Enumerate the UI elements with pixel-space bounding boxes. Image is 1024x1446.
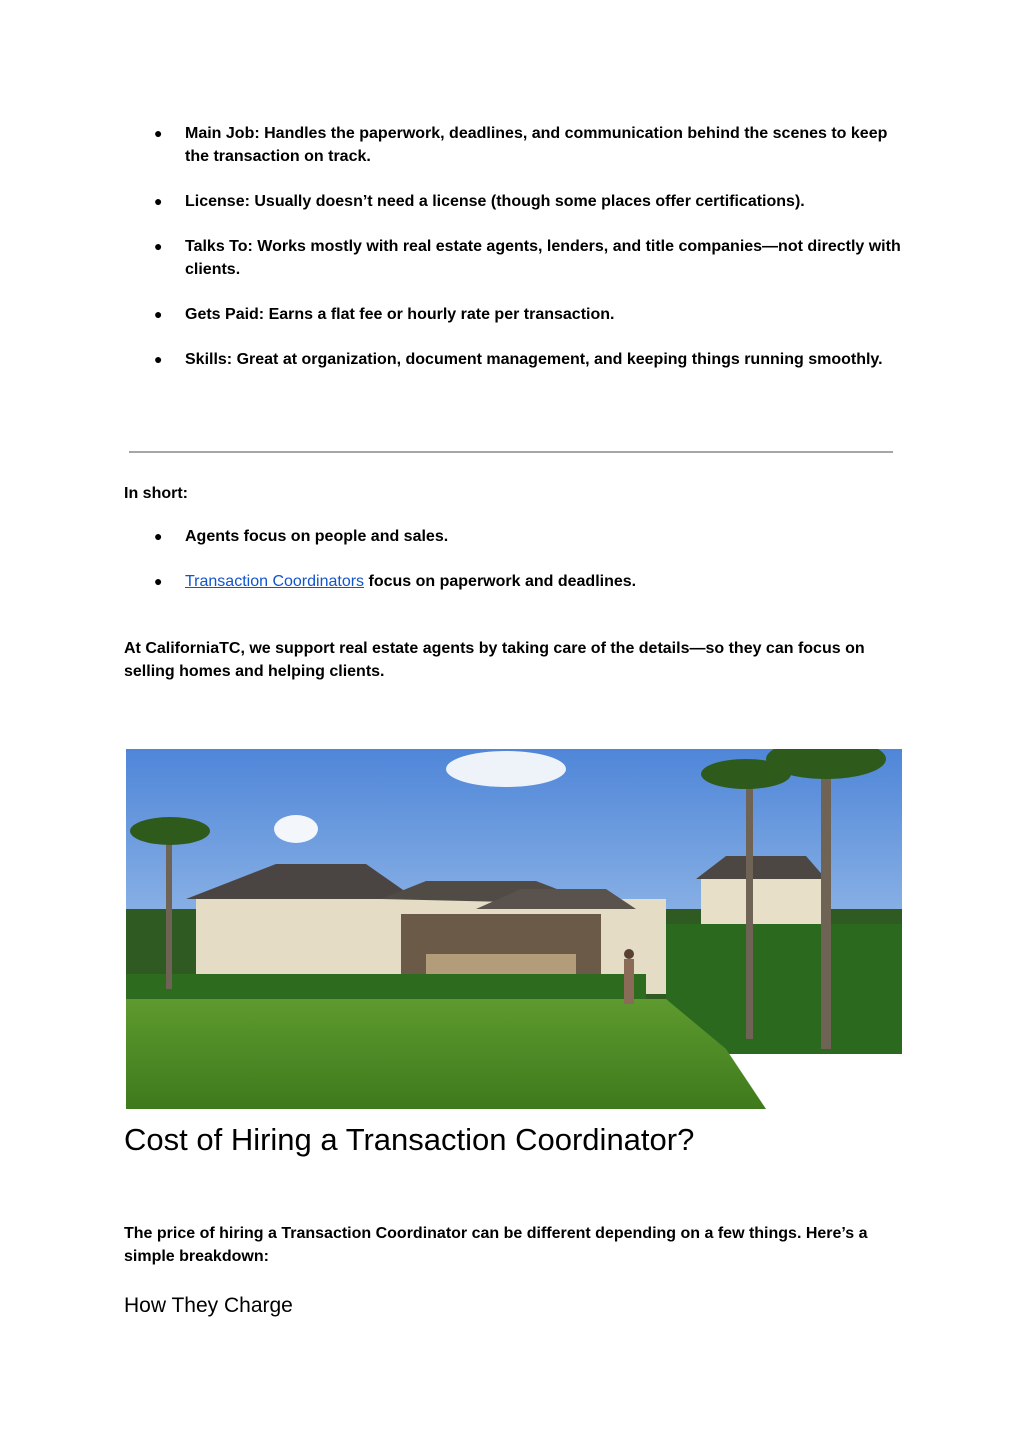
list-item-text: Talks To: Works mostly with real estate agents, lenders, and title companies—not directly with clients. <box>185 238 901 278</box>
list-item <box>124 570 904 593</box>
in-short-list <box>124 525 904 615</box>
list-item-text: Main Job: Handles the paperwork, deadlines, and communication behind the scenes to keep the transaction on track. <box>185 125 888 165</box>
house-photo <box>126 749 902 1109</box>
list-item <box>124 303 904 326</box>
list-item-text: Skills: Great at organization, document management, and keeping things running smoothly. <box>185 351 883 368</box>
house-photo-illustration <box>126 749 902 1109</box>
transaction-coordinators-link[interactable]: Transaction Coordinators <box>185 573 365 590</box>
bullet-icon: ● <box>154 351 163 367</box>
list-item <box>124 235 904 281</box>
list-item-text: focus on paperwork and deadlines. <box>364 573 637 590</box>
list-item-text: Agents focus on people and sales. <box>185 528 449 545</box>
bullet-icon: ● <box>154 238 163 254</box>
closing-paragraph: At CaliforniaTC, we support real estate agents by taking care of the details—so they can focus on selling homes and helping clients. <box>124 640 865 680</box>
list-item <box>124 190 904 213</box>
list-item-text: Gets Paid: Earns a flat fee or hourly rate per transaction. <box>185 306 615 323</box>
list-item-text: License: Usually doesn’t need a license (though some places offer certifications). <box>185 193 805 210</box>
in-short-label: In short: <box>124 485 188 502</box>
list-item <box>124 122 904 168</box>
bullet-icon: ● <box>154 528 163 544</box>
cost-heading: Cost of Hiring a Transaction Coordinator? <box>124 1122 695 1157</box>
bullet-icon: ● <box>154 573 163 589</box>
role-details-list <box>124 122 904 393</box>
bullet-icon: ● <box>154 125 163 141</box>
how-they-charge-heading: How They Charge <box>124 1294 293 1317</box>
cost-intro-paragraph: The price of hiring a Transaction Coordinator can be different depending on a few things. Here’s a simple breakdown: <box>124 1225 868 1265</box>
horizontal-divider <box>129 451 893 453</box>
list-item <box>124 348 904 371</box>
bullet-icon: ● <box>154 306 163 322</box>
bullet-icon: ● <box>154 193 163 209</box>
list-item <box>124 525 904 548</box>
